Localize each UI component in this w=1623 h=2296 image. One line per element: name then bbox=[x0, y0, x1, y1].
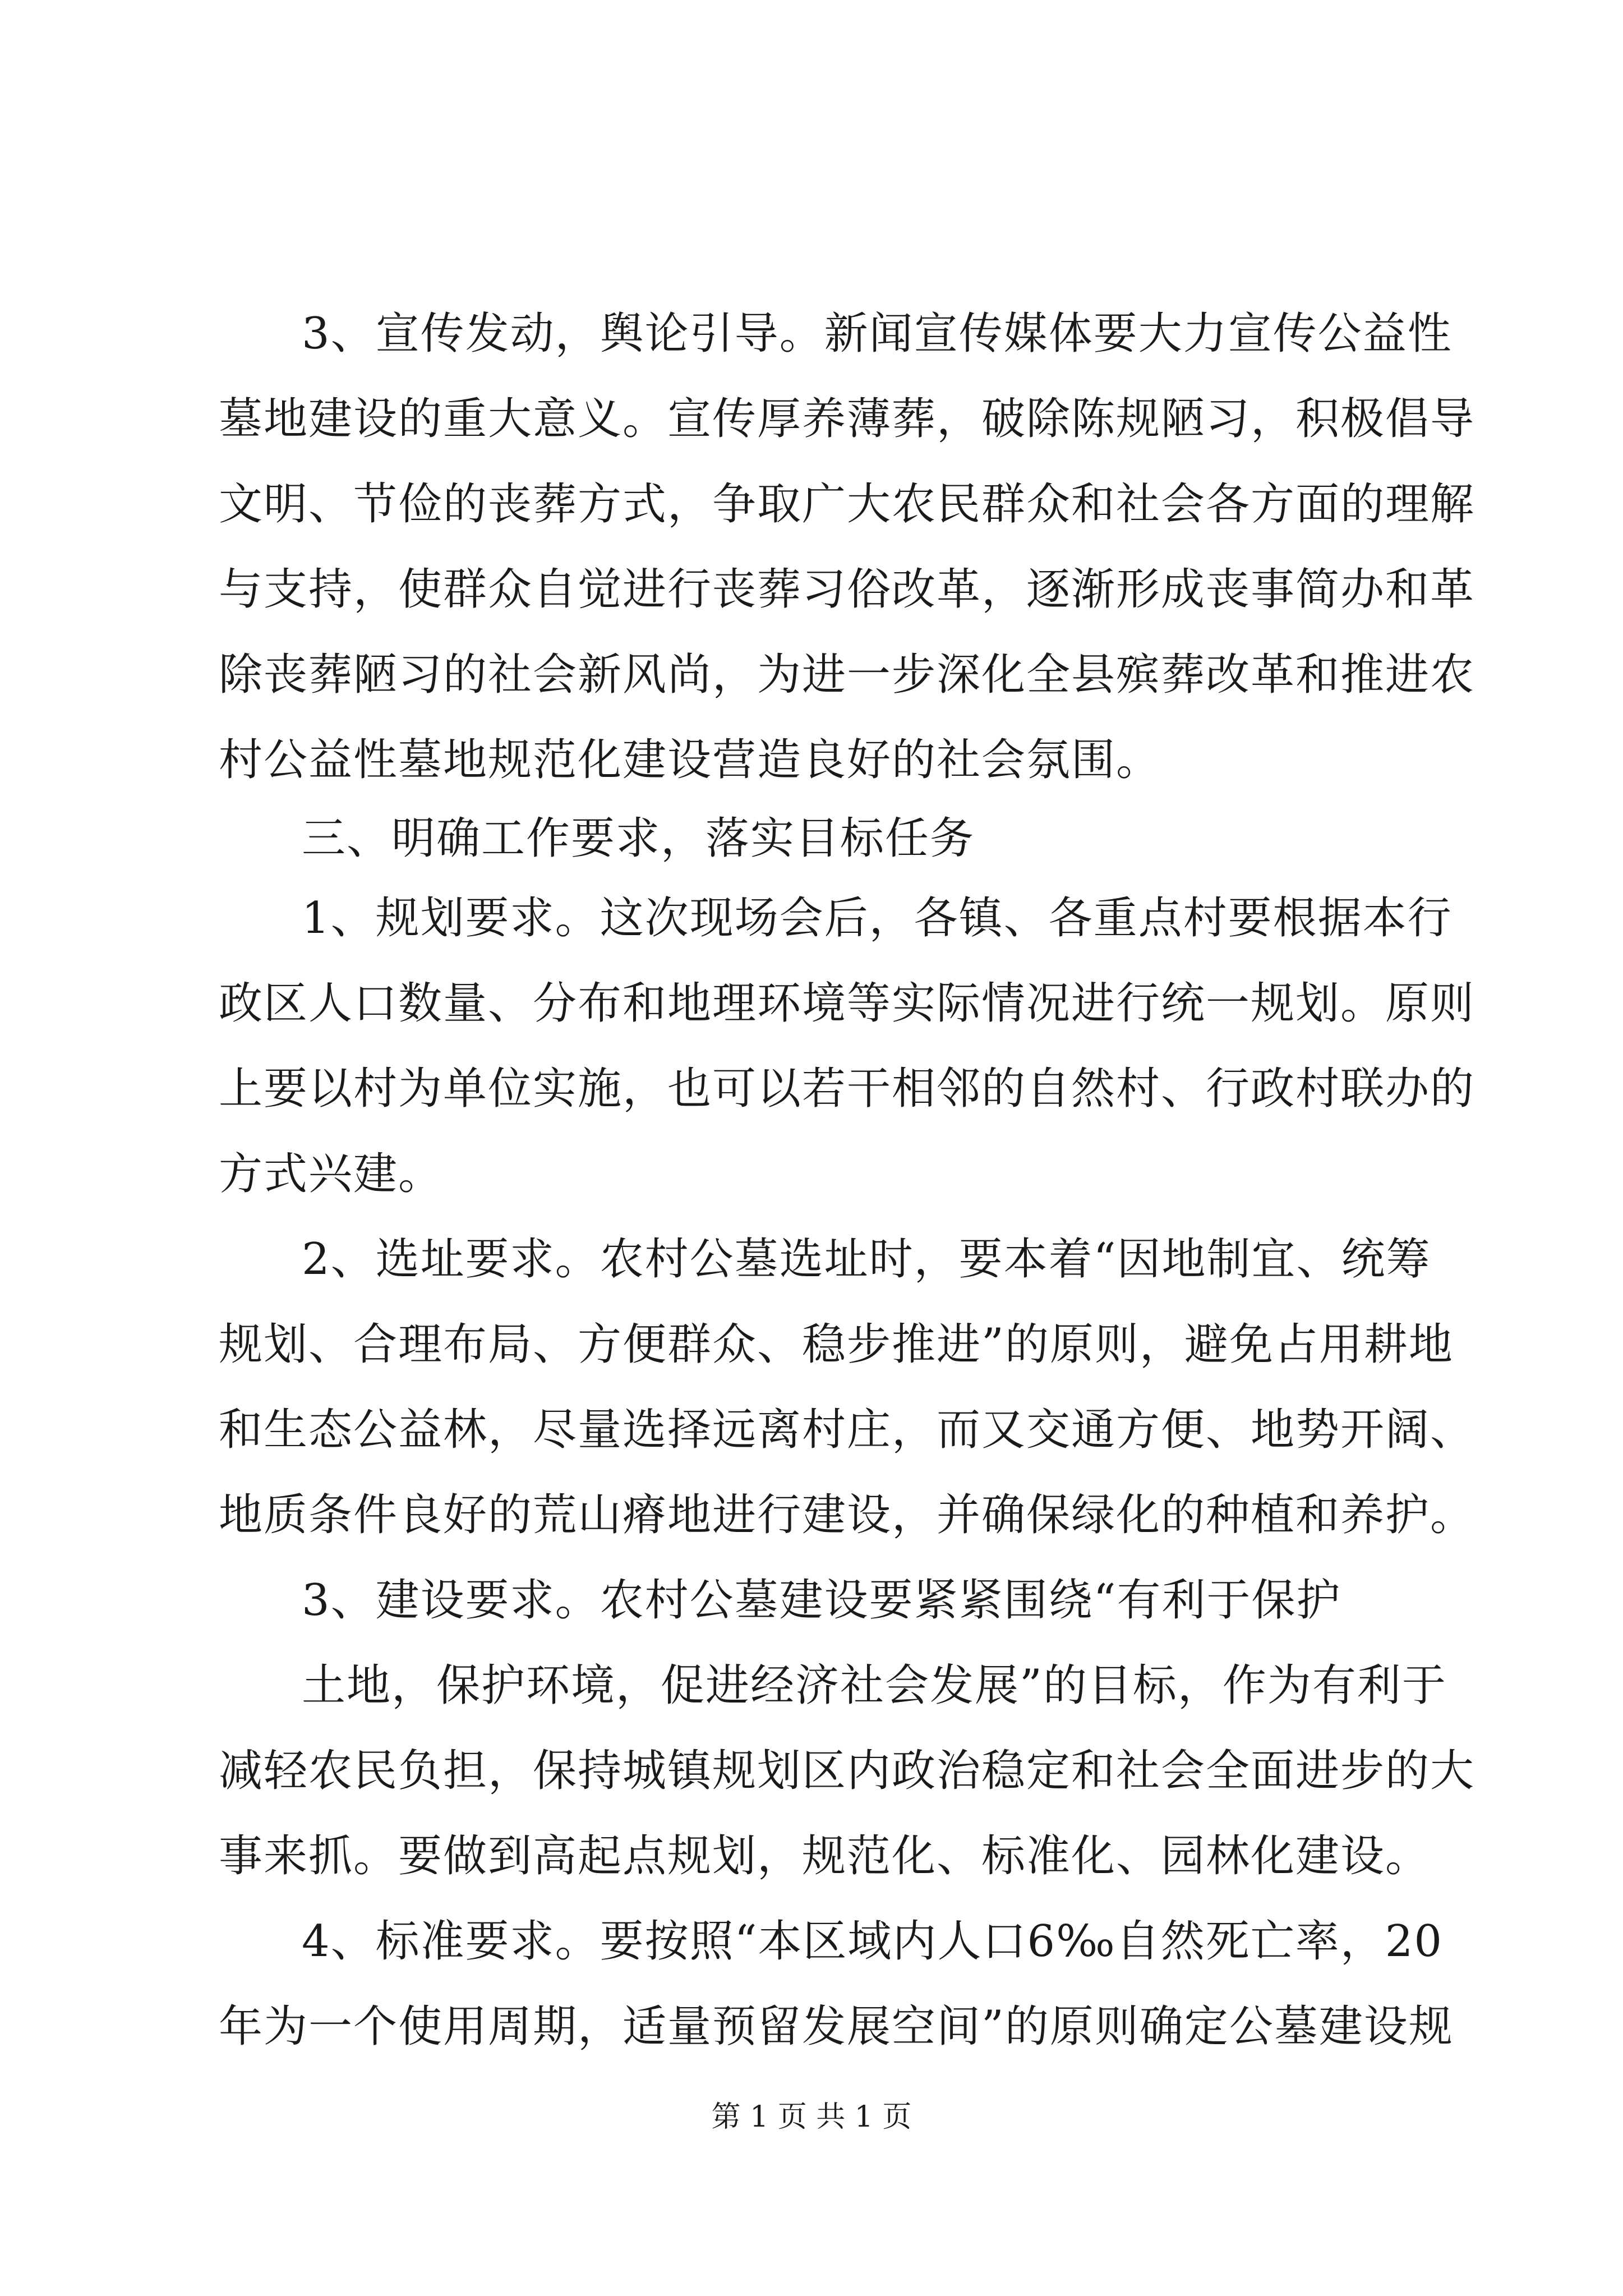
paragraph-1-line-3: 文明、节俭的丧葬方式，争取广大农民群众和社会各方面的理解 bbox=[219, 479, 1476, 530]
page-number-footer: 第 1 页 共 1 页 bbox=[711, 2100, 912, 2134]
paragraph-4-line-4: 事来抓。要做到高起点规划，规范化、标准化、园林化建设。 bbox=[219, 1831, 1431, 1881]
paragraph-2-line-3: 上要以村为单位实施，也可以若干相邻的自然村、行政村联办的 bbox=[219, 1064, 1476, 1114]
paragraph-3-line-1: 2、选址要求。农村公墓选址时，要本着“因地制宜、统筹 bbox=[302, 1234, 1431, 1285]
section-heading: 三、明确工作要求，落实目标任务 bbox=[302, 813, 975, 864]
paragraph-4-line-2: 土地，保护环境，促进经济社会发展”的目标，作为有利于 bbox=[302, 1660, 1447, 1711]
paragraph-4-line-1: 3、建设要求。农村公墓建设要紧紧围绕“有利于保护 bbox=[302, 1575, 1341, 1626]
paragraph-2-line-4: 方式兴建。 bbox=[219, 1149, 444, 1199]
paragraph-3-line-3: 和生态公益林，尽量选择远离村庄，而又交通方便、地势开阔、 bbox=[219, 1405, 1476, 1455]
paragraph-5-line-1: 4、标准要求。要按照“本区域内人口6‰自然死亡率，20 bbox=[302, 1916, 1444, 1967]
paragraph-1-line-1: 3、宣传发动，舆论引导。新闻宣传媒体要大力宣传公益性 bbox=[302, 309, 1453, 359]
paragraph-3-line-2: 规划、合理布局、方便群众、稳步推进”的原则，避免占用耕地 bbox=[219, 1319, 1454, 1370]
paragraph-1-line-6: 村公益性墓地规范化建设营造良好的社会氛围。 bbox=[219, 735, 1161, 785]
paragraph-1-line-2: 墓地建设的重大意义。宣传厚养薄葬，破除陈规陋习，积极倡导 bbox=[219, 394, 1476, 444]
paragraph-4-line-3: 减轻农民负担，保持城镇规划区内政治稳定和社会全面进步的大 bbox=[219, 1746, 1476, 1796]
paragraph-1-line-4: 与支持，使群众自觉进行丧葬习俗改革，逐渐形成丧事简办和革 bbox=[219, 564, 1476, 615]
paragraph-1-line-5: 除丧葬陋习的社会新风尚，为进一步深化全县殡葬改革和推进农 bbox=[219, 650, 1476, 700]
paragraph-3-line-4: 地质条件良好的荒山瘠地进行建设，并确保绿化的种植和养护。 bbox=[219, 1490, 1476, 1540]
paragraph-2-line-1: 1、规划要求。这次现场会后，各镇、各重点村要根据本行 bbox=[302, 893, 1453, 944]
paragraph-2-line-2: 政区人口数量、分布和地理环境等实际情况进行统一规划。原则 bbox=[219, 978, 1476, 1029]
paragraph-5-line-2: 年为一个使用周期，适量预留发展空间”的原则确定公墓建设规 bbox=[219, 2001, 1454, 2052]
